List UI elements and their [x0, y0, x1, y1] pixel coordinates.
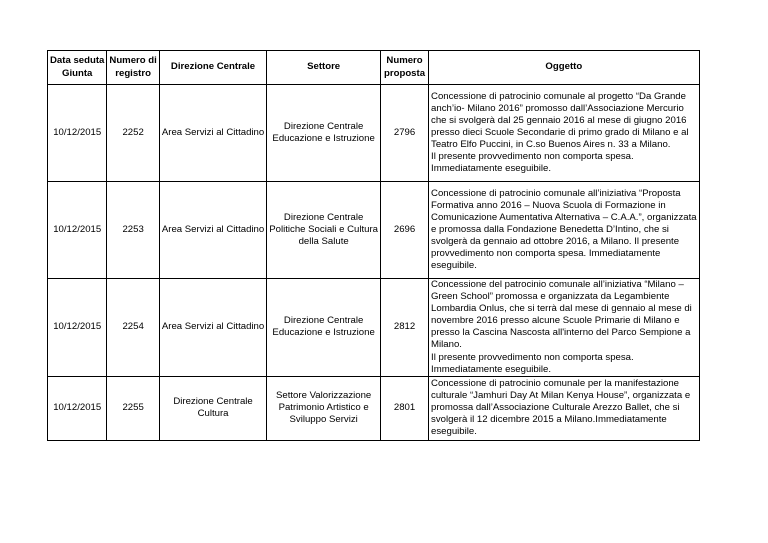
cell-line: svolgerà da gennaio ad ottobre 2016, a Milano. Il presente	[431, 236, 680, 248]
cell-line: Concessione di patrocinio comunale per la manifestazione	[431, 378, 680, 390]
cell-line: Patrimonio Artistico e	[278, 402, 369, 414]
cell-line: Comunicazione Aumentativa Alternativa – C.A.A.”, organizzata	[431, 211, 697, 223]
cell-line: Lombardia Onlus, che si terrà dal mese di gennaio al mese di	[431, 303, 692, 315]
cell-line: Il presente provvedimento non comporta spesa.	[431, 351, 634, 363]
cell-settore	[267, 279, 381, 377]
cell-settore	[267, 182, 381, 279]
cell-line: Green School” promossa e organizzata da Legambiente	[431, 291, 670, 303]
cell-numero-registro: 2252	[107, 85, 159, 182]
cell-line: Settore Valorizzazione	[275, 390, 372, 402]
cell-line: Educazione e Istruzione	[272, 133, 375, 144]
cell-line: Direzione Centrale	[283, 120, 364, 132]
cell-line: Immediatamente eseguibile.	[431, 363, 552, 375]
cell-line: Area Servizi al Cittadino	[161, 223, 265, 235]
cell-settore	[267, 85, 381, 182]
cell-line: culturale “Jamhuri Day At Milan Kenya House”, organizzata e	[431, 390, 691, 402]
cell-line: Sviluppo Servizi	[289, 414, 358, 426]
cell-line: Concessione di patrocinio comunale all’iniziativa “Proposta	[431, 187, 681, 199]
cell-line: Cultura	[197, 408, 229, 420]
cell-line: della Salute	[298, 236, 349, 248]
cell-numero-proposta: 2696	[381, 182, 429, 279]
header-numero-registro: Numero di registro	[107, 51, 159, 85]
cell-direzione-centrale	[159, 376, 266, 440]
cell-oggetto	[429, 85, 700, 182]
cell-direzione-centrale	[159, 182, 266, 279]
header-numero-proposta: Numero proposta	[381, 51, 429, 85]
cell-line: Area Servizi al Cittadino	[161, 126, 265, 138]
cell-line: eseguibile.	[431, 260, 477, 272]
cell-line: Teatro Elfo Puccini, in C.so Buenos Aires n. 33 a Milano.	[431, 139, 671, 151]
cell-direzione-centrale	[159, 85, 266, 182]
cell-line: Il presente provvedimento non comporta spesa.	[431, 151, 634, 163]
cell-numero-registro: 2253	[107, 182, 159, 279]
table-row	[48, 376, 700, 440]
cell-line: Educazione e Istruzione	[272, 327, 375, 339]
cell-numero-registro: 2254	[107, 279, 159, 377]
cell-line: Milano.	[431, 339, 462, 351]
cell-line: Politiche Sociali e Cultura	[269, 223, 379, 235]
cell-line: Concessione del patrocinio comunale all’iniziativa “Milano –	[431, 279, 684, 290]
table-row	[48, 182, 700, 279]
cell-line: eseguibile.	[431, 426, 477, 438]
cell-line: anch’io- Milano 2016” promosso dall’Associazione Mercurio	[431, 102, 684, 114]
cell-line: Direzione Centrale	[283, 211, 364, 223]
cell-line: promossa dall’Associazione Culturale Arezzo Ballet, che si	[431, 402, 680, 414]
cell-numero-registro: 2255	[107, 376, 159, 440]
cell-line: presso la Cascina Nascosta all'interno del Parco Sempione a	[431, 327, 691, 339]
table-row	[48, 279, 700, 377]
cell-line: Direzione Centrale	[173, 396, 253, 408]
cell-line: svolgerà il 12 dicembre 2015 a Milano.Immediatamente	[431, 414, 667, 426]
cell-data-seduta: 10/12/2015	[48, 376, 107, 440]
cell-line: provvedimento non comporta spesa. Immediatamente	[431, 248, 661, 260]
cell-numero-proposta: 2801	[381, 376, 429, 440]
table-header-row	[48, 51, 700, 85]
cell-direzione-centrale	[159, 279, 266, 377]
cell-settore	[267, 376, 381, 440]
cell-numero-proposta: 2812	[381, 279, 429, 377]
cell-oggetto	[429, 182, 700, 279]
cell-line: novembre 2016 presso alcune Scuole Primarie di Milano e	[431, 315, 680, 327]
cell-line: Direzione Centrale	[283, 315, 364, 327]
header-settore: Settore	[267, 51, 381, 85]
cell-oggetto	[429, 279, 700, 377]
header-data-seduta: Data seduta Giunta	[48, 51, 107, 85]
cell-data-seduta: 10/12/2015	[48, 182, 107, 279]
cell-line: e promossa dalla Fondazione Benedetta D’Intino, che si	[431, 223, 669, 235]
cell-numero-proposta: 2796	[381, 85, 429, 182]
cell-line: Area Servizi al Cittadino	[161, 321, 265, 333]
cell-line: che si svolgerà dal 25 gennaio 2016 al mese di giugno 2016	[431, 114, 687, 126]
cell-data-seduta: 10/12/2015	[48, 85, 107, 182]
cell-line: Concessione di patrocinio comunale al progetto “Da Grande	[431, 90, 686, 102]
header-direzione-centrale: Direzione Centrale	[159, 51, 266, 85]
cell-data-seduta: 10/12/2015	[48, 279, 107, 377]
header-oggetto: Oggetto	[429, 51, 700, 85]
cell-line: presso dieci Scuole Secondarie di primo grado di Milano e al	[431, 126, 689, 138]
cell-line: Formativa anno 2016 – Nuova Scuola di Formazione in	[431, 199, 666, 211]
table-row	[48, 85, 700, 182]
cell-oggetto	[429, 376, 700, 440]
deliberations-table	[47, 50, 700, 441]
cell-line: Immediatamente eseguibile.	[431, 163, 552, 175]
